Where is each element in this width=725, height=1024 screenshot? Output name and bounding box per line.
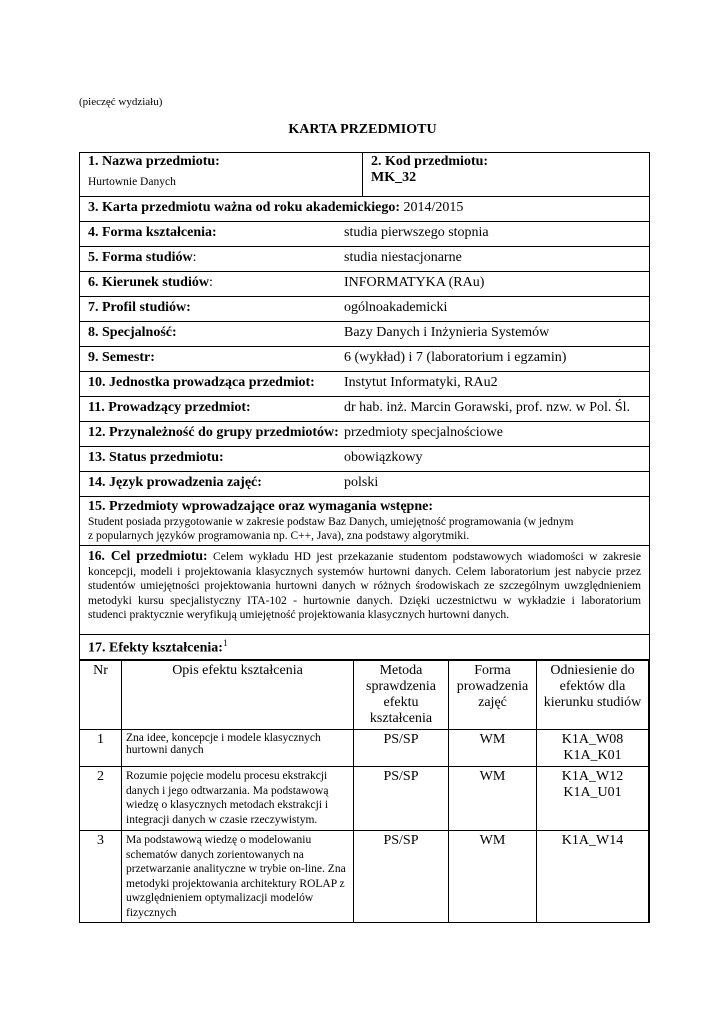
profile-value: ogólnoakademicki — [344, 300, 448, 315]
row-learning-outcomes — [80, 634, 649, 659]
row-specialization — [80, 321, 649, 346]
language-label: 14. Język prowadzenia zajęć: — [88, 475, 262, 490]
course-goal-text: Celem wykładu HD jest przekazanie studentom podstawowych wiadomości w zakresie koncepcji, modeli i projektowania klasycznych systemów hurtowni danych. Celem laboratorium jest nabycie przez studentów umiejętności projektowania hurtowni danych w różnych środowiskach ze szczególnym uwzględnieniem metodyki kursu specjalistyczny ITA-102 - hurtownie danych. Dzięki uczestnictwu w wykładzie i laboratorium studenci praktycznie weryfikują umiejętność projektowania klasycznych hurtowni danych. — [88, 550, 641, 621]
row-language — [80, 471, 649, 496]
outcome-method: PS/SP — [354, 730, 449, 767]
field-of-study-label: 6. Kierunek studiów — [88, 275, 209, 290]
form-education-value: studia pierwszego stopnia — [344, 225, 489, 240]
outcome-reference — [537, 831, 649, 923]
form-studies-colon: : — [192, 250, 197, 265]
row-course-goal — [80, 545, 649, 634]
outcome-method: PS/SP — [354, 831, 449, 923]
lecturer-value: dr hab. inż. Marcin Gorawski, prof. nzw. w Pol. Śl. — [344, 400, 631, 415]
row-name-code — [80, 152, 649, 196]
row-lecturer — [80, 396, 649, 421]
header-nr: Nr — [80, 661, 122, 730]
outcome-reference — [537, 730, 649, 767]
row-field-of-study — [80, 271, 649, 296]
outcome-nr: 2 — [80, 767, 122, 831]
outcomes-table — [79, 660, 649, 923]
course-name-value: Hurtownie Danych — [88, 176, 176, 188]
prerequisites-line-1: Student posiada przygotowanie w zakresie podstaw Baz Danych, umiejętność programowania (w jednym — [88, 516, 574, 528]
header-method: Metoda sprawdzenia efektu kształcenia — [354, 661, 449, 730]
outcomes-header-row — [80, 661, 649, 730]
footnote-marker: 1 — [222, 638, 228, 648]
group-value: przedmioty specjalnościowe — [344, 425, 504, 440]
field-of-study-field — [88, 275, 213, 291]
academic-year-value: 2014/2015 — [403, 200, 464, 215]
header-description: Opis efektu kształcenia — [122, 661, 354, 730]
page-title: KARTA PRZEDMIOTU — [288, 122, 437, 137]
profile-label: 7. Profil studiów: — [88, 300, 191, 315]
outcome-form: WM — [449, 767, 537, 831]
prerequisites-line-2: z popularnych języków programowania np. C++, Java), zna podstawy algorytmiki. — [88, 530, 470, 542]
row-group — [80, 421, 649, 446]
form-studies-value: studia niestacjonarne — [344, 250, 462, 265]
form-education-label: 4. Forma kształcenia: — [88, 225, 217, 240]
course-goal-label: 16. Cel przedmiotu: — [88, 548, 208, 563]
row-prerequisites — [80, 496, 649, 545]
unit-value: Instytut Informatyki, RAu2 — [344, 375, 498, 390]
specialization-value: Bazy Danych i Inżynieria Systemów — [344, 325, 550, 340]
outcome-nr: 3 — [80, 831, 122, 923]
header-reference: Odniesienie do efektów dla kierunku studiów — [537, 661, 649, 730]
academic-year-label: 3. Karta przedmiotu ważna od roku akademickiego: — [88, 200, 401, 215]
row-unit — [80, 371, 649, 396]
semester-label: 9. Semestr: — [88, 350, 155, 365]
outcome-reference-1: K1A_W14 — [561, 833, 624, 848]
course-goal-cell — [80, 546, 649, 626]
unit-label: 10. Jednostka prowadząca przedmiot: — [88, 375, 315, 390]
row-profile — [80, 296, 649, 321]
semester-value: 6 (wykład) i 7 (laboratorium i egzamin) — [344, 350, 567, 365]
outcome-description: Zna idee, koncepcje i modele klasycznych hurtowni danych — [122, 730, 354, 767]
form-studies-field — [88, 250, 197, 266]
learning-outcomes-title: 17. Efekty kształcenia: — [88, 640, 223, 656]
status-label: 13. Status przedmiotu: — [88, 450, 224, 465]
row-semester — [80, 346, 649, 371]
table-row — [80, 730, 649, 767]
specialization-label: 8. Specjalność: — [88, 325, 177, 340]
outcome-method: PS/SP — [354, 767, 449, 831]
outcome-reference-2: K1A_K01 — [563, 748, 622, 763]
learning-outcomes-label — [88, 638, 227, 657]
outcome-reference — [537, 767, 649, 831]
outcome-reference-2: K1A_U01 — [563, 785, 622, 800]
language-value: polski — [344, 475, 379, 490]
course-card — [79, 152, 650, 923]
header-form: Forma prowadzenia zajęć — [449, 661, 537, 730]
outcomes-table-wrap — [80, 659, 649, 923]
outcome-reference-1: K1A_W08 — [561, 732, 624, 747]
outcome-description: Rozumie pojęcie modelu procesu ekstrakcji danych i jego odtwarzania. Ma podstawową wiedzę o klasycznych metodach ekstrakcji i integracji danych w czasie rzeczywistym. — [122, 767, 354, 831]
outcome-description: Ma podstawową wiedzę o modelowaniu schematów danych zorientowanych na przetwarzanie analityczne w trybie on-line. Zna metodyki projektowania architektury ROLAP z uwzględnieniem optymalizacji modelów fizycznych — [122, 831, 354, 923]
course-name-cell — [80, 153, 363, 197]
outcome-form: WM — [449, 831, 537, 923]
row-status — [80, 446, 649, 471]
course-code-value: MK_32 — [371, 170, 417, 185]
outcome-nr: 1 — [80, 730, 122, 767]
course-code-label: 2. Kod przedmiotu: — [371, 154, 489, 169]
form-studies-label: 5. Forma studiów — [88, 250, 193, 265]
row-form-studies — [80, 246, 649, 271]
row-form-education — [80, 221, 649, 246]
prerequisites-cell — [80, 497, 649, 545]
outcome-reference-1: K1A_W12 — [561, 769, 624, 784]
field-of-study-value: INFORMATYKA (RAu) — [344, 275, 485, 290]
field-of-study-colon: : — [208, 275, 213, 290]
row-academic-year — [80, 196, 649, 221]
outcome-form: WM — [449, 730, 537, 767]
course-code-cell — [363, 153, 649, 197]
group-label: 12. Przynależność do grupy przedmiotów: — [88, 425, 339, 440]
course-name-label: 1. Nazwa przedmiotu: — [88, 154, 220, 169]
status-value: obowiązkowy — [344, 450, 423, 465]
academic-year-field — [88, 200, 463, 216]
table-row — [80, 831, 649, 923]
table-row — [80, 767, 649, 831]
lecturer-label: 11. Prowadzący przedmiot: — [88, 400, 251, 415]
faculty-stamp-label: (pieczęć wydziału) — [79, 96, 163, 108]
prerequisites-label: 15. Przedmioty wprowadzające oraz wymagania wstępne: — [88, 499, 434, 514]
